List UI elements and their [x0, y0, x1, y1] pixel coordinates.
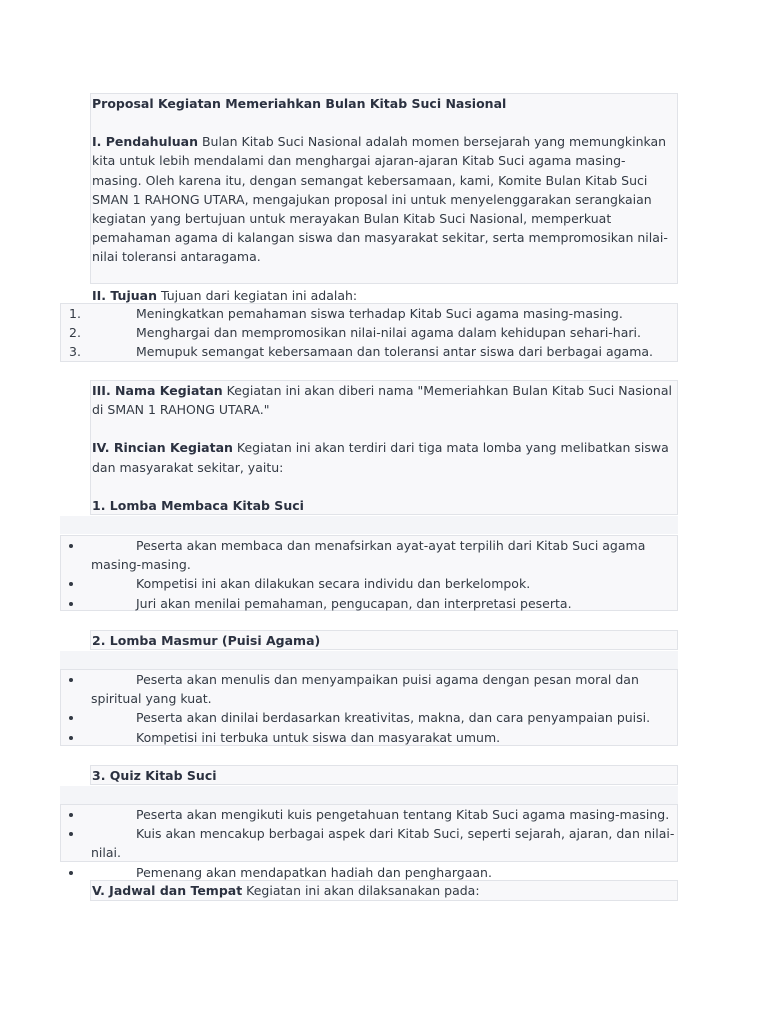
list-item [61, 574, 677, 593]
bullet-icon [69, 832, 73, 836]
list-item-text: Peserta akan membaca dan menafsirkan ayat-ayat terpilih dari Kitab Suci agama masing-masing. [91, 538, 646, 573]
list-item-text: Meningkatkan pemahaman siswa terhadap Kitab Suci agama masing-masing. [136, 306, 623, 321]
tujuan-text: Tujuan dari kegiatan ini adalah: [160, 287, 358, 303]
list-item [61, 594, 677, 613]
list-item [61, 728, 677, 747]
lomba3-heading-block [90, 765, 678, 785]
nama-rincian-block [90, 380, 678, 515]
spacer-shade [60, 786, 678, 804]
list-number: 3. [69, 344, 81, 360]
list-item-text: Menghargai dan mempromosikan nilai-nilai agama dalam kehidupan sehari-hari. [136, 325, 641, 341]
jadwal-text: Kegiatan ini akan dilaksanakan pada: [246, 883, 480, 898]
rincian-heading: IV. Rincian Kegiatan [92, 440, 233, 456]
jadwal-paragraph [92, 881, 673, 900]
list-item-text: Pemenang akan mendapatkan hadiah dan penghargaan. [136, 864, 492, 880]
jadwal-heading: V. Jadwal dan Tempat [92, 883, 243, 898]
list-item [61, 805, 677, 824]
lomba2-heading: 2. Lomba Masmur (Puisi Agama) [92, 633, 321, 648]
tujuan-paragraph [92, 286, 673, 305]
list-item [61, 708, 677, 727]
pendahuluan-text: Bulan Kitab Suci Nasional adalah momen bersejarah yang memungkinkan kita untuk lebih mendalami dan menghargai ajaran-ajaran Kitab Suci agama masing-masing. Oleh karena itu, dengan semangat kebersamaan, kami, Komite Bulan Kitab Suci SMAN 1 RAHONG UTARA, mengajukan proposal ini untuk menyelenggarakan serangkaian kegiatan yang bertujuan untuk merayakan Bulan Kitab Suci Nasional, memperkuat pemahaman agama di kalangan siswa dan masyarakat sekitar, serta mempromosikan nilai-nilai toleransi antaragama. [92, 134, 668, 265]
intro-block [90, 93, 678, 303]
lomba2-list [61, 670, 677, 747]
document-title: Proposal Kegiatan Memeriahkan Bulan Kitab Suci Nasional [92, 96, 507, 111]
list-item [61, 304, 677, 323]
lomba1-heading: 1. Lomba Membaca Kitab Suci [92, 497, 304, 513]
spacer-shade [60, 651, 678, 669]
pendahuluan-heading: I. Pendahuluan [92, 134, 198, 150]
list-item [61, 323, 677, 342]
list-item-text: Peserta akan dinilai berdasarkan kreativitas, makna, dan cara penyampaian puisi. [136, 710, 651, 726]
list-number: 2. [69, 325, 81, 341]
list-item-text: Peserta akan mengikuti kuis pengetahuan tentang Kitab Suci agama masing-masing. [136, 807, 670, 822]
spacer-shade [60, 516, 678, 534]
rincian-paragraph [92, 438, 673, 476]
list-item-text: Kompetisi ini terbuka untuk siswa dan masyarakat umum. [136, 729, 501, 745]
lomba2-heading-block [90, 630, 678, 650]
list-item [61, 863, 677, 882]
tujuan-list [61, 304, 677, 362]
lomba1-list-block [60, 535, 678, 611]
bullet-icon [69, 678, 73, 682]
nama-text: Kegiatan ini akan diberi nama "Memeriahkan Bulan Kitab Suci Nasional di SMAN 1 RAHONG UTARA." [92, 383, 672, 418]
list-item [61, 670, 677, 708]
jadwal-block [90, 880, 678, 901]
nama-heading: III. Nama Kegiatan [92, 383, 223, 398]
list-item-text: Juri akan menilai pemahaman, pengucapan, dan interpretasi peserta. [136, 595, 572, 611]
list-item-text: Kompetisi ini akan dilakukan secara individu dan berkelompok. [136, 576, 531, 592]
tujuan-heading: II. Tujuan [92, 287, 157, 303]
lomba2-list-block [60, 669, 678, 746]
bullet-icon [69, 813, 73, 817]
lomba3-list-block [60, 804, 678, 880]
list-item [61, 342, 677, 361]
bullet-icon [69, 582, 73, 586]
list-item-text: Peserta akan menulis dan menyampaikan puisi agama dengan pesan moral dan spiritual yang kuat. [91, 672, 639, 707]
lomba3-heading: 3. Quiz Kitab Suci [92, 768, 217, 783]
bullet-icon [69, 544, 73, 548]
list-number: 1. [69, 306, 81, 321]
pendahuluan-paragraph [92, 132, 673, 266]
nama-paragraph [92, 381, 673, 419]
bullet-icon [69, 602, 73, 606]
list-item [61, 824, 677, 862]
lomba3-list [61, 805, 677, 882]
list-item-text: Memupuk semangat kebersamaan dan toleransi antar siswa dari berbagai agama. [136, 344, 654, 360]
bullet-icon [69, 871, 73, 875]
tujuan-list-block [60, 303, 678, 362]
rincian-text: Kegiatan ini akan terdiri dari tiga mata lomba yang melibatkan siswa dan masyarakat sekitar, yaitu: [92, 440, 669, 475]
list-item-text: Kuis akan mencakup berbagai aspek dari Kitab Suci, seperti sejarah, ajaran, dan nilai-nilai. [91, 826, 675, 861]
bullet-icon [69, 736, 73, 740]
bullet-icon [69, 716, 73, 720]
lomba1-list [61, 536, 677, 613]
list-item [61, 536, 677, 574]
